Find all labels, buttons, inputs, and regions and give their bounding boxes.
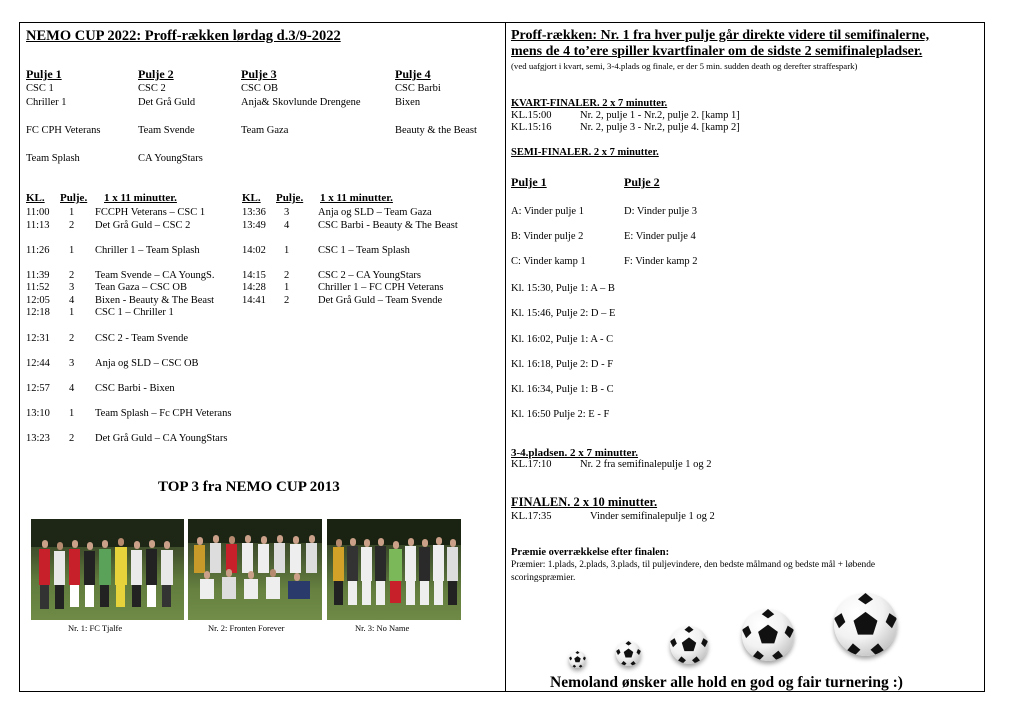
schedule-match: Tean Gaza – CSC OB: [95, 282, 187, 293]
semi-match: Kl. 16:50 Pulje 2: E - F: [511, 409, 610, 420]
group-team: Team Splash: [26, 153, 80, 164]
schedule-pool: 3: [69, 358, 75, 369]
quarter-match-2: Nr. 2, pulje 3 - Nr.2, pulje 4. [kamp 2]: [580, 122, 740, 133]
schedule-pool: 3: [69, 282, 75, 293]
schedule-pool: 1: [69, 245, 75, 256]
schedule-header-pulje-2: Pulje.: [276, 192, 304, 204]
quarter-heading: KVART-FINALER. 2 x 7 minutter.: [511, 98, 668, 109]
group-team: Chriller 1: [26, 97, 67, 108]
schedule-time: 14:28: [242, 282, 266, 293]
third-place-text: Nr. 2 fra semifinalepulje 1 og 2: [580, 459, 712, 470]
schedule-time: 11:26: [26, 245, 50, 256]
quarter-time-1: KL.15:00: [511, 110, 552, 121]
schedule-match: Anja og SLD – CSC OB: [95, 358, 199, 369]
prize-heading: Præmie overrækkelse efter finalen:: [511, 547, 670, 558]
schedule-time: 13:49: [242, 220, 266, 231]
photo-2: [188, 519, 322, 620]
schedule-pool: 3: [284, 207, 290, 218]
soccer-ball-icon: [670, 626, 708, 664]
third-place-heading: 3-4.pladsen. 2 x 7 minutter.: [511, 447, 639, 459]
schedule-match: CSC 2 - Team Svende: [95, 333, 188, 344]
group-team: Team Svende: [138, 125, 195, 136]
schedule-time: 14:41: [242, 295, 266, 306]
schedule-pool: 4: [69, 295, 75, 306]
schedule-pool: 2: [69, 333, 75, 344]
final-time: KL.17:35: [511, 511, 552, 522]
photo-3-caption: Nr. 3: No Name: [355, 623, 410, 633]
semi-match: Kl. 16:34, Pulje 1: B - C: [511, 384, 614, 395]
top3-title: TOP 3 fra NEMO CUP 2013: [158, 479, 340, 495]
schedule-time: 12:31: [26, 333, 50, 344]
semi-match: Kl. 15:46, Pulje 2: D – E: [511, 308, 616, 319]
quarter-match-1: Nr. 2, pulje 1 - Nr.2, pulje 2. [kamp 1]: [580, 110, 740, 121]
group-team: CSC OB: [241, 83, 279, 94]
schedule-time: 12:57: [26, 383, 50, 394]
schedule-header-format-2: 1 x 11 minutter.: [320, 192, 393, 204]
schedule-time: 14:15: [242, 270, 266, 281]
group-team: CA YoungStars: [138, 153, 203, 164]
schedule-time: 13:23: [26, 433, 50, 444]
semi-pool-2-entry: E: Vinder pulje 4: [624, 231, 696, 242]
semi-pool-1-entry: A: Vinder pulje 1: [511, 206, 584, 217]
schedule-time: 13:36: [242, 207, 266, 218]
semi-match: Kl. 15:30, Pulje 1: A – B: [511, 283, 615, 294]
semi-pool-1-entry: C: Vinder kamp 1: [511, 256, 586, 267]
schedule-time: 12:44: [26, 358, 50, 369]
semi-match: Kl. 16:18, Pulje 2: D - F: [511, 359, 614, 370]
schedule-match: CSC 1 – Team Splash: [318, 245, 410, 256]
schedule-match: Det Grå Guld – CA YoungStars: [95, 433, 228, 444]
schedule-time: 11:00: [26, 207, 50, 218]
schedule-time: 12:18: [26, 307, 50, 318]
group-team: CSC 2: [138, 83, 166, 94]
semi-pool-1-label: Pulje 1: [511, 175, 547, 189]
semi-pool-1-entry: B: Vinder pulje 2: [511, 231, 584, 242]
schedule-time: 11:52: [26, 282, 50, 293]
soccer-ball-icon: [616, 641, 641, 666]
quarter-time-2: KL.15:16: [511, 122, 552, 133]
column-divider: [505, 22, 506, 692]
schedule-match: CSC Barbi - Beauty & The Beast: [318, 220, 458, 231]
schedule-pool: 2: [69, 270, 75, 281]
right-title-line-2: mens de 4 to’ere spiller kvartfinaler om de sidste 2 semifinalepladser.: [511, 44, 923, 59]
semi-pool-2-entry: D: Vinder pulje 3: [624, 206, 697, 217]
group-team: Det Grå Guld: [138, 97, 196, 108]
schedule-time: 11:39: [26, 270, 50, 281]
prize-line-1: Præmier: 1.plads, 2.plads, 3.plads, til puljevindere, den bedste målmand og bedste mål + løbende: [511, 560, 876, 570]
schedule-header-pulje: Pulje.: [60, 192, 88, 204]
schedule-match: CSC 1 – Chriller 1: [95, 307, 174, 318]
schedule-pool: 2: [69, 433, 75, 444]
semi-heading: SEMI-FINALER. 2 x 7 minutter.: [511, 147, 659, 158]
schedule-time: 11:13: [26, 220, 50, 231]
group-team: CSC Barbi: [395, 83, 441, 94]
group-heading: Pulje 4: [395, 67, 431, 81]
photo-3: [327, 519, 461, 620]
group-team: CSC 1: [26, 83, 54, 94]
schedule-pool: 2: [284, 295, 290, 306]
schedule-header-kl-2: KL.: [242, 192, 261, 204]
schedule-pool: 1: [69, 307, 75, 318]
schedule-match: Det Grå Guld – Team Svende: [318, 295, 443, 306]
soccer-ball-icon: [742, 609, 794, 661]
tiebreak-note: (ved uafgjort i kvart, semi, 3-4.plads og finale, er der 5 min. sudden death og derefter straffespark): [511, 61, 858, 71]
photo-1-caption: Nr. 1: FC Tjalfe: [68, 623, 123, 633]
team-photo-1-graphic: [31, 519, 184, 620]
photo-1: [31, 519, 184, 620]
schedule-pool: 1: [284, 282, 290, 293]
footer-message: Nemoland ønsker alle hold en god og fair turnering :): [550, 674, 903, 691]
schedule-match: FCCPH Veterans – CSC 1: [95, 207, 206, 218]
schedule-match: CSC Barbi - Bixen: [95, 383, 175, 394]
schedule-pool: 4: [69, 383, 75, 394]
team-photo-2-graphic: [188, 519, 322, 620]
schedule-pool: 1: [69, 408, 75, 419]
third-place-time: KL.17:10: [511, 459, 552, 470]
schedule-pool: 4: [284, 220, 290, 231]
schedule-pool: 1: [69, 207, 75, 218]
group-team: Anja& Skovlunde Drengene: [241, 97, 361, 108]
schedule-pool: 2: [69, 220, 75, 231]
group-team: FC CPH Veterans: [26, 125, 101, 136]
schedule-match: Bixen - Beauty & The Beast: [95, 295, 215, 306]
right-title-line-1: Proff-rækken: Nr. 1 fra hver pulje går direkte videre til semifinalerne,: [511, 28, 930, 43]
schedule-header-format: 1 x 11 minutter.: [104, 192, 177, 204]
final-text: Vinder semifinalepulje 1 og 2: [590, 511, 715, 522]
final-heading: FINALEN. 2 x 10 minutter.: [511, 495, 658, 509]
soccer-ball-icon: [569, 651, 586, 668]
left-title: NEMO CUP 2022: Proff-rækken lørdag d.3/9-2022: [26, 28, 341, 44]
team-photo-3-graphic: [327, 519, 461, 620]
schedule-pool: 2: [284, 270, 290, 281]
schedule-match: Chriller 1 – FC CPH Veterans: [318, 282, 444, 293]
schedule-time: 14:02: [242, 245, 266, 256]
group-team: Team Gaza: [241, 125, 289, 136]
schedule-match: Det Grå Guld – CSC 2: [95, 220, 191, 231]
soccer-ball-icon: [834, 593, 897, 656]
group-team: Bixen: [395, 97, 421, 108]
schedule-match: Chriller 1 – Team Splash: [95, 245, 200, 256]
schedule-match: Anja og SLD – Team Gaza: [318, 207, 432, 218]
group-team: Beauty & the Beast: [395, 125, 477, 136]
schedule-pool: 1: [284, 245, 290, 256]
semi-match: Kl. 16:02, Pulje 1: A - C: [511, 334, 614, 345]
schedule-match: Team Svende – CA YoungS.: [95, 270, 215, 281]
schedule-match: Team Splash – Fc CPH Veterans: [95, 408, 232, 419]
schedule-header-kl: KL.: [26, 192, 45, 204]
semi-pool-2-label: Pulje 2: [624, 175, 660, 189]
semi-pool-2-entry: F: Vinder kamp 2: [624, 256, 698, 267]
group-heading: Pulje 1: [26, 67, 62, 81]
schedule-time: 13:10: [26, 408, 50, 419]
group-heading: Pulje 3: [241, 67, 277, 81]
photo-2-caption: Nr. 2: Fronten Forever: [208, 623, 285, 633]
schedule-time: 12:05: [26, 295, 50, 306]
group-heading: Pulje 2: [138, 67, 174, 81]
schedule-match: CSC 2 – CA YoungStars: [318, 270, 421, 281]
prize-line-2: scoringspræmier.: [511, 573, 576, 583]
